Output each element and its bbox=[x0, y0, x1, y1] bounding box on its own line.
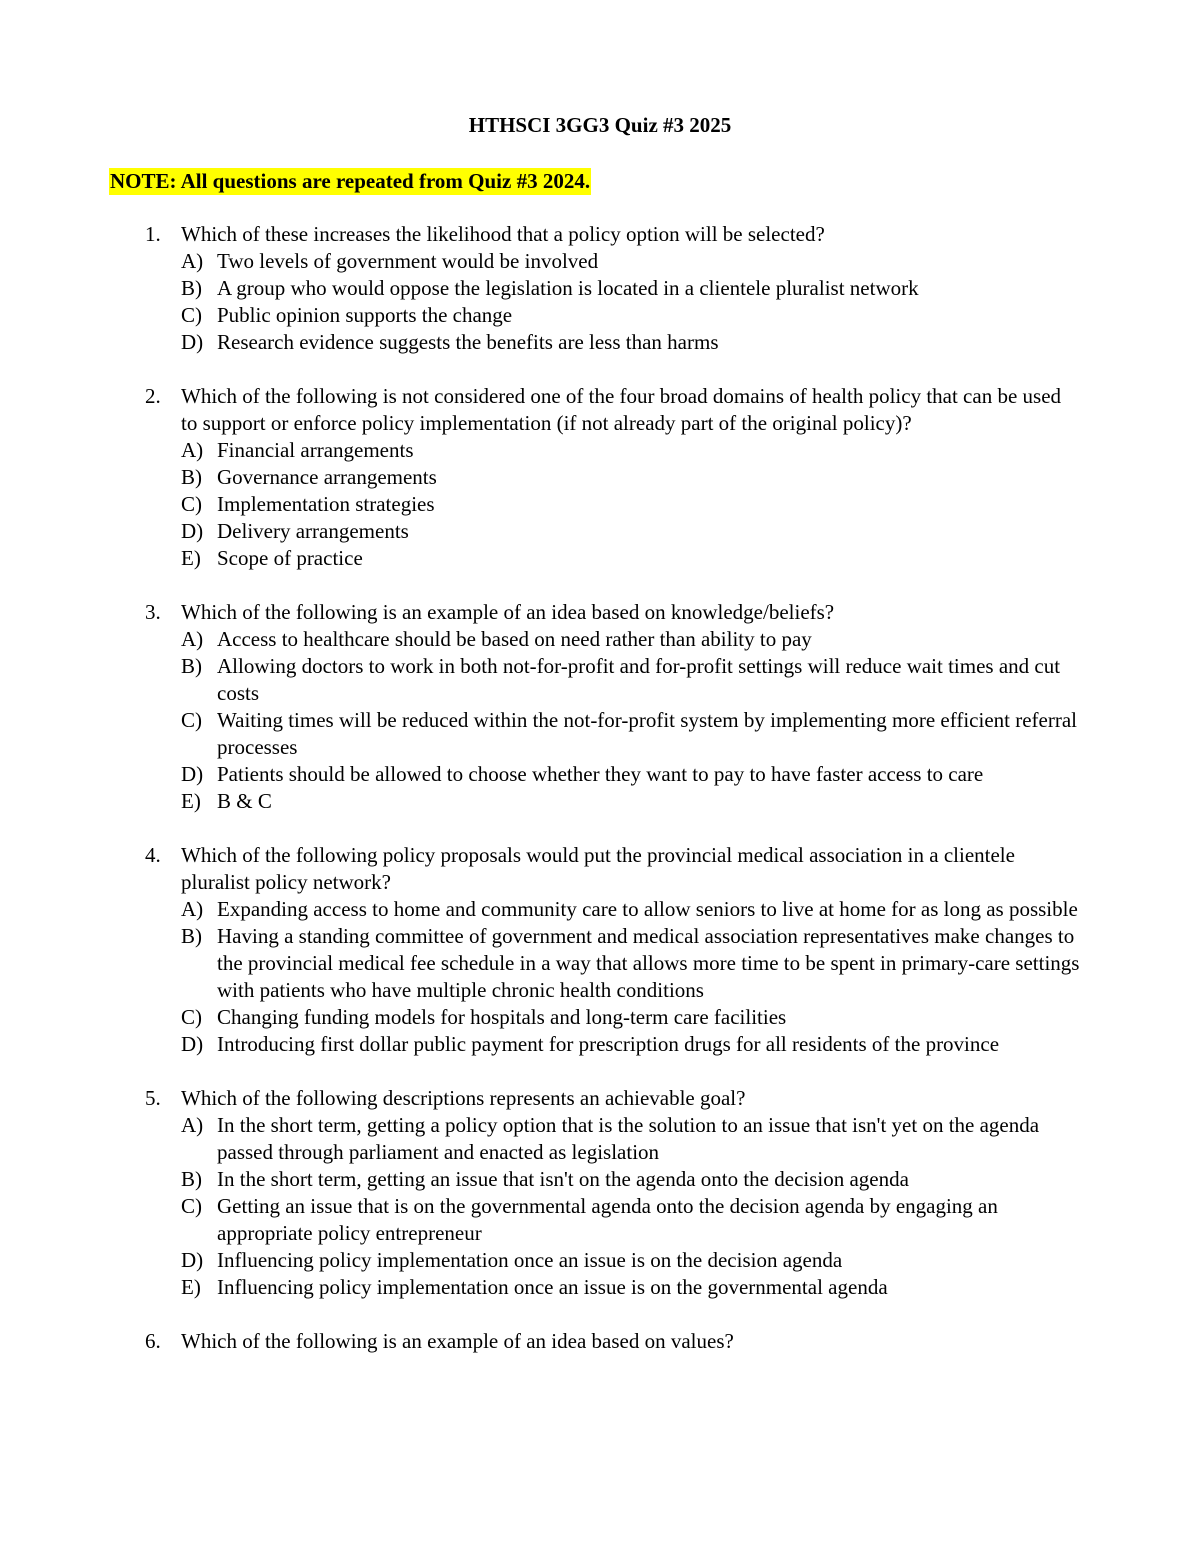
option-text: Patients should be allowed to choose whether they want to pay to have faster access to care bbox=[217, 762, 984, 786]
answer-options bbox=[0, 248, 1200, 356]
answer-option bbox=[0, 1166, 1200, 1193]
answer-option bbox=[0, 653, 1200, 707]
option-text: Delivery arrangements bbox=[217, 519, 409, 543]
option-letter: B) bbox=[181, 465, 202, 489]
answer-option bbox=[0, 1193, 1200, 1247]
option-text: Public opinion supports the change bbox=[217, 303, 513, 327]
question-6 bbox=[0, 1328, 1200, 1355]
question-2 bbox=[0, 383, 1200, 572]
option-text: B & C bbox=[217, 789, 272, 813]
option-text: Influencing policy implementation once an issue is on the governmental agenda bbox=[217, 1275, 888, 1299]
option-letter: A) bbox=[181, 249, 204, 273]
option-text: Governance arrangements bbox=[217, 465, 437, 489]
question-list bbox=[0, 221, 1200, 1382]
question-text: Which of the following is an example of an idea based on knowledge/beliefs? bbox=[181, 600, 835, 624]
answer-option bbox=[0, 1274, 1200, 1301]
answer-options bbox=[0, 1112, 1200, 1301]
document-title: HTHSCI 3GG3 Quiz #3 2025 bbox=[468, 113, 732, 137]
question-5 bbox=[0, 1085, 1200, 1301]
answer-option bbox=[0, 761, 1200, 788]
question-number: 2. bbox=[145, 384, 161, 408]
option-letter: D) bbox=[181, 330, 204, 354]
question-number: 5. bbox=[145, 1086, 161, 1110]
option-letter: A) bbox=[181, 627, 204, 651]
option-text: In the short term, getting an issue that isn't on the agenda onto the decision agenda bbox=[217, 1167, 909, 1191]
question-text: Which of the following descriptions represents an achievable goal? bbox=[181, 1086, 746, 1110]
option-letter: E) bbox=[181, 546, 201, 570]
option-letter: E) bbox=[181, 789, 201, 813]
option-letter: C) bbox=[181, 708, 202, 732]
question-number: 1. bbox=[145, 222, 161, 246]
question-1 bbox=[0, 221, 1200, 356]
question-3 bbox=[0, 599, 1200, 815]
option-letter: D) bbox=[181, 1032, 204, 1056]
answer-option bbox=[0, 1031, 1200, 1058]
option-letter: B) bbox=[181, 1167, 202, 1191]
option-text: Influencing policy implementation once an issue is on the decision agenda bbox=[217, 1248, 843, 1272]
option-letter: C) bbox=[181, 492, 202, 516]
answer-option bbox=[0, 896, 1200, 923]
option-text: Having a standing committee of government and medical association representatives make changes to the provincial medical fee schedule in a way that allows more time to be spent in primary-care settings with patients who have multiple chronic health conditions bbox=[217, 924, 1080, 1002]
option-text: Access to healthcare should be based on need rather than ability to pay bbox=[217, 627, 812, 651]
answer-option bbox=[0, 329, 1200, 356]
option-text: Research evidence suggests the benefits are less than harms bbox=[217, 330, 719, 354]
question-text: Which of the following is an example of an idea based on values? bbox=[181, 1329, 734, 1353]
question-4 bbox=[0, 842, 1200, 1058]
option-letter: A) bbox=[181, 1113, 204, 1137]
answer-option bbox=[0, 545, 1200, 572]
option-text: Two levels of government would be involved bbox=[217, 249, 599, 273]
option-letter: A) bbox=[181, 438, 204, 462]
answer-option bbox=[0, 1112, 1200, 1166]
answer-option bbox=[0, 518, 1200, 545]
answer-option bbox=[0, 248, 1200, 275]
option-letter: D) bbox=[181, 1248, 204, 1272]
option-text: Changing funding models for hospitals and long-term care facilities bbox=[217, 1005, 787, 1029]
option-text: Allowing doctors to work in both not-for-profit and for-profit settings will reduce wait times and cut costs bbox=[217, 654, 1061, 705]
answer-options bbox=[0, 896, 1200, 1058]
option-letter: E) bbox=[181, 1275, 201, 1299]
answer-option bbox=[0, 626, 1200, 653]
answer-option bbox=[0, 275, 1200, 302]
option-letter: C) bbox=[181, 303, 202, 327]
question-text: Which of the following policy proposals would put the provincial medical association in a clientele pluralist policy network? bbox=[181, 843, 1015, 894]
question-number: 6. bbox=[145, 1329, 161, 1353]
question-text: Which of the following is not considered one of the four broad domains of health policy that can be used to support or enforce policy implementation (if not already part of the original policy)? bbox=[181, 384, 1062, 435]
answer-options bbox=[0, 626, 1200, 815]
answer-option bbox=[0, 302, 1200, 329]
answer-option bbox=[0, 707, 1200, 761]
question-text: Which of these increases the likelihood that a policy option will be selected? bbox=[181, 222, 825, 246]
answer-option bbox=[0, 437, 1200, 464]
answer-option bbox=[0, 491, 1200, 518]
option-letter: C) bbox=[181, 1005, 202, 1029]
question-number: 4. bbox=[145, 843, 161, 867]
option-text: Waiting times will be reduced within the not-for-profit system by implementing more efficient referral processes bbox=[217, 708, 1077, 759]
option-text: Getting an issue that is on the governmental agenda onto the decision agenda by engaging an appropriate policy entrepreneur bbox=[217, 1194, 998, 1245]
highlighted-note: NOTE: All questions are repeated from Quiz #3 2024. bbox=[110, 169, 591, 193]
option-text: In the short term, getting a policy option that is the solution to an issue that isn't yet on the agenda passed through parliament and enacted as legislation bbox=[217, 1113, 1040, 1164]
option-text: Expanding access to home and community care to allow seniors to live at home for as long as possible bbox=[217, 897, 1078, 921]
option-text: A group who would oppose the legislation is located in a clientele pluralist network bbox=[217, 276, 919, 300]
option-text: Scope of practice bbox=[217, 546, 363, 570]
option-letter: B) bbox=[181, 276, 202, 300]
answer-option bbox=[0, 788, 1200, 815]
option-text: Implementation strategies bbox=[217, 492, 435, 516]
answer-option bbox=[0, 923, 1200, 1004]
question-number: 3. bbox=[145, 600, 161, 624]
option-letter: A) bbox=[181, 897, 204, 921]
option-letter: D) bbox=[181, 519, 204, 543]
option-letter: B) bbox=[181, 924, 202, 948]
option-text: Introducing first dollar public payment for prescription drugs for all residents of the province bbox=[217, 1032, 1000, 1056]
answer-option bbox=[0, 1004, 1200, 1031]
answer-option bbox=[0, 464, 1200, 491]
option-text: Financial arrangements bbox=[217, 438, 414, 462]
answer-option bbox=[0, 1247, 1200, 1274]
option-letter: D) bbox=[181, 762, 204, 786]
option-letter: B) bbox=[181, 654, 202, 678]
answer-options bbox=[0, 437, 1200, 572]
option-letter: C) bbox=[181, 1194, 202, 1218]
